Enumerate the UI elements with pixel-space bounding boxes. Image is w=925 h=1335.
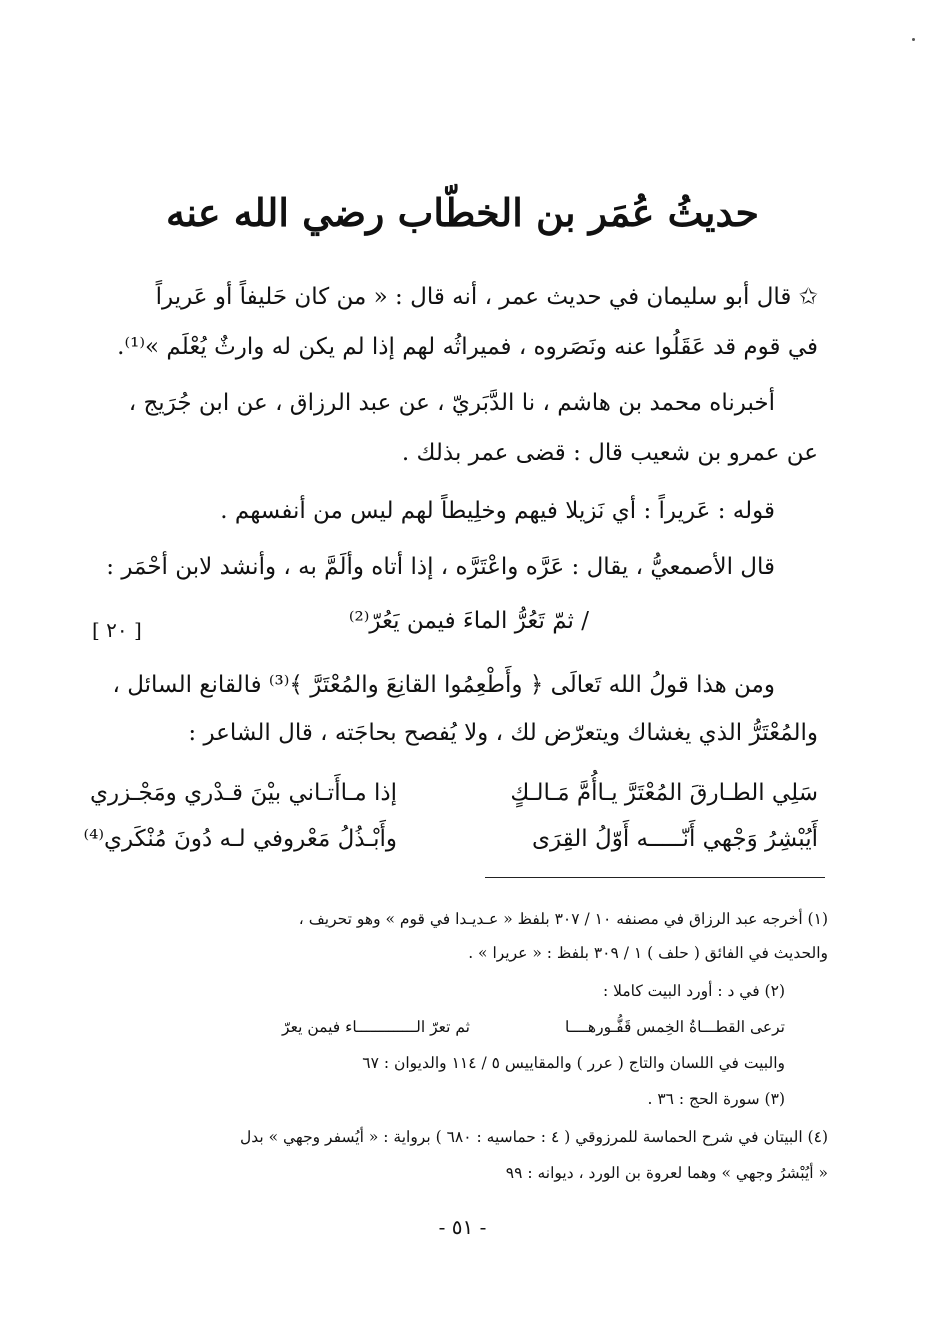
footnote-line: (٣) سورة الحج : ٣٦ .: [647, 1090, 785, 1108]
quoted-hemistich: / ثمّ تَعُرُّ الماءَ فيمن يَعُرّ⁽²⁾: [348, 608, 589, 634]
footnote-line: والبيت في اللسان والتاج ( عرر ) والمقاييس ٥ / ١١٤ والديوان : ٦٧: [362, 1054, 785, 1072]
footnote-line: (٤) البيتان في شرح الحماسة للمرزوقي ( ٤ : حماسيه : ٦٨٠ ) برواية : « أيُسفر وجهي » بدل: [239, 1128, 828, 1146]
verse-first-hemistich: أَيُبْشِرُ وَجْهي أَنّـــــه أَوّلُ القِرَى: [531, 826, 818, 852]
footnote-line: « أيُبْشرُ وجهي » وهما لعروة بن الورد ، ديوانه : ٩٩: [505, 1164, 828, 1182]
verse-second-hemistich: إذا مـاأَتـاني بيْنَ قـدْري ومَجْـزري: [89, 780, 397, 806]
paragraph-line: عن عمرو بن شعيب قال : قضى عمر بذلك .: [401, 440, 818, 466]
paragraph-line: ✩ قال أبو سليمان في حديث عمر ، أنه قال : « من كان حَليفاً أو عَريراً: [155, 284, 818, 310]
paragraph-line: قوله : عَريراً : أي نَزيلا فيهم وخلِيطاً لهم ليس من أنفسهم .: [220, 498, 775, 524]
paragraph-line: قال الأصمعيُّ ، يقال : عَرَّه واعْتَرَّه ، إذا أتاه وألَمَّ به ، وأنشد لابن أحْمَر :: [106, 554, 775, 580]
paragraph-line: والمُعْتَرُّ الذي يغشاك ويتعرّض لك ، ولا يُفصح بحاجَته ، قال الشاعر :: [188, 720, 818, 746]
footnote-line: (١) أخرجه عبد الرزاق في مصنفه ١٠ / ٣٠٧ بلفظ « عـديـدا في قوم » وهو تحريف ،: [298, 910, 828, 928]
footnote-separator: [485, 877, 825, 878]
paragraph-line: في قوم قد عَقَلُوا عنه ونَصَروه ، فميراثُه لهم إذا لم يكن له وارثٌ يُعْلَم »⁽¹⁾.: [117, 334, 818, 360]
page-number: - ٥١ -: [438, 1215, 487, 1239]
footnote-verse-hemistich: ثم تعرّ الـــــــــــــاء فيمن يعرّ: [282, 1018, 470, 1036]
footnote-line: والحديث في الفائق ( حلف ) ١ / ٣٠٩ بلفظ : « عريرا » .: [468, 944, 828, 962]
footnote-line: (٢) في د : أورد البيت كاملا :: [602, 982, 785, 1000]
paragraph-line: أخبرناه محمد بن هاشم ، نا الدَّبَريّ ، عن عبد الرزاق ، عن ابن جُرَيج ،: [128, 390, 775, 416]
verse-second-hemistich: وأَبْـذُلُ مَعْروفي لـه دُونَ مُنْكَري⁽⁴⁾: [83, 826, 397, 852]
paragraph-line: ومن هذا قولُ الله تَعالَى ﴿ وأَطْعِمُوا القانِعَ والمُعْتَرَّ ﴾⁽³⁾ فالقانع السائل ،: [112, 672, 775, 698]
margin-reference: [ ٢٠ ]: [92, 618, 142, 642]
page-title: حديثُ عُمَر بن الخطّاب رضي الله عنه: [166, 190, 759, 235]
verse-first-hemistich: سَلِي الطـارقَ المُعْتَرَّ يـاأُمَّ مَـالـكٍ: [510, 780, 818, 806]
footnote-verse-hemistich: ترعى القطـــاةُ الخِمس قَفُّـورهــــا: [565, 1018, 785, 1036]
scan-speck: [912, 38, 915, 41]
